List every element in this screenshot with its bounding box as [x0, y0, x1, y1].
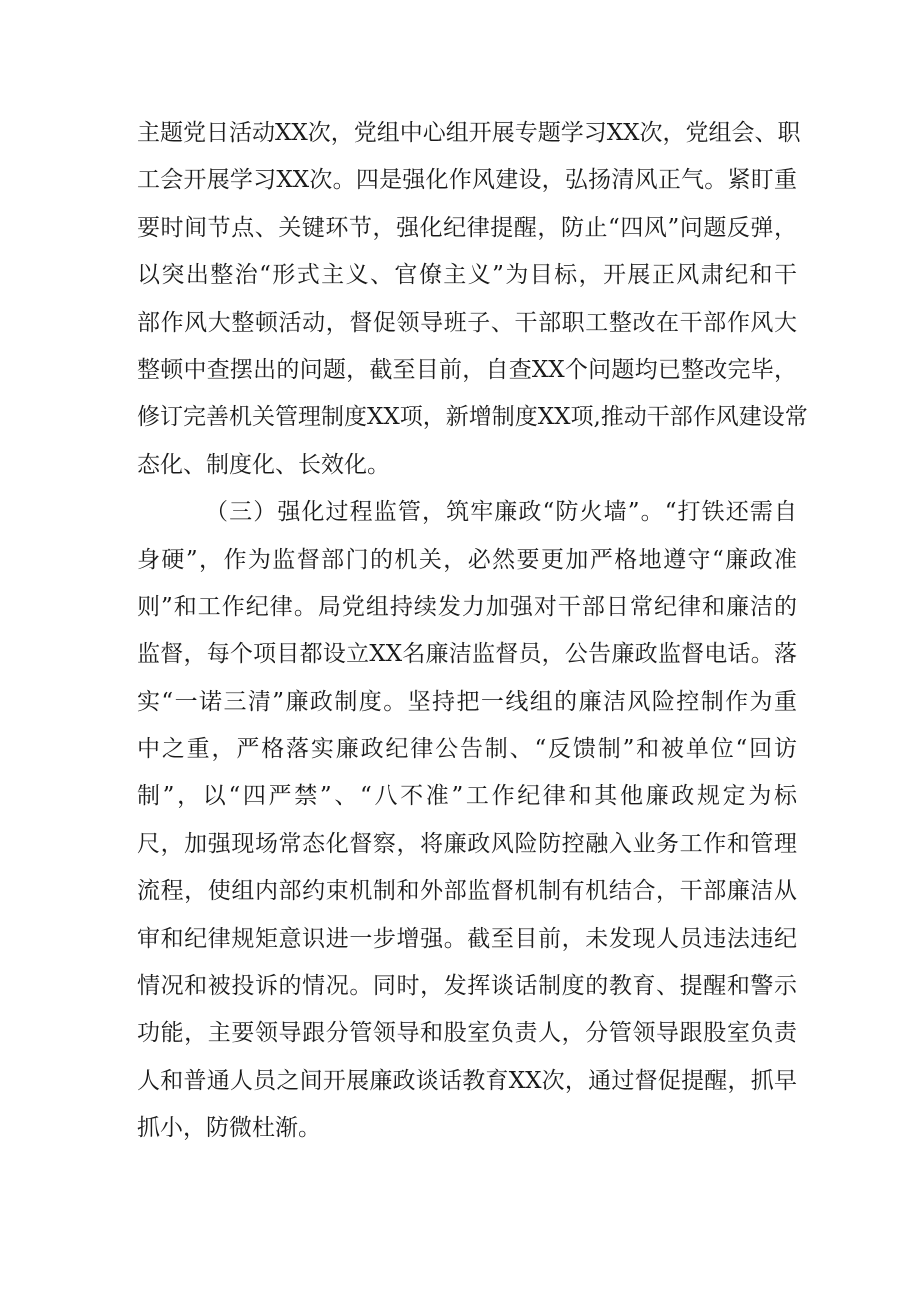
text-line: 监督，每个项目都设立XX名廉洁监督员，公告廉政监督电话。落 — [137, 641, 797, 668]
text-line: 审和纪律规矩意识进一步增强。截至目前，未发现人员违法违纪 — [137, 925, 797, 952]
text-line: 整顿中查摆出的问题，截至目前，自查XX个问题均已整改完毕， — [137, 356, 797, 383]
text-line: 主题党日活动XX次，党组中心组开展专题学习XX次，党组会、职 — [137, 120, 801, 146]
text-line: 尺，加强现场常态化督察，将廉政风险防控融入业务工作和管理 — [137, 830, 797, 857]
text-line: 修订完善机关管理制度XX项，新增制度XX项,推动干部作风建设常 — [137, 404, 808, 431]
text-line: 流程，使组内部约束机制和外部监督机制有机结合，干部廉洁从 — [137, 878, 797, 905]
text-line: 中之重，严格落实廉政纪律公告制、“反馈制”和被单位“回访 — [137, 736, 797, 763]
text-line: 态化、制度化、长效化。 — [137, 451, 390, 478]
text-line: 以突出整治“形式主义、官僚主义”为目标，开展正风肃纪和干 — [137, 262, 797, 289]
section-heading-line: （三）强化过程监管，筑牢廉政“防火墙”。“打铁还需自 — [205, 499, 797, 526]
paragraph-1 — [137, 110, 808, 489]
text-line: 工会开展学习XX次。四是强化作风建设，弘扬清风正气。紧盯重 — [137, 167, 797, 194]
text-line: 抓小，防微杜渐。 — [137, 1115, 321, 1142]
text-line: 制”，以“四严禁”、“八不准”工作纪律和其他廉政规定为标 — [137, 783, 797, 810]
text-line: 身硬”，作为监督部门的机关，必然要更加严格地遵守“廉政准 — [137, 546, 797, 573]
document-body — [137, 110, 808, 1153]
text-line: 功能，主要领导跟分管领导和股室负责人，分管领导跟股室负责 — [137, 1020, 797, 1047]
paragraph-2 — [137, 489, 797, 1152]
text-line: 实“一诺三清”廉政制度。坚持把一线组的廉洁风险控制作为重 — [137, 688, 797, 715]
text-line: 情况和被投诉的情况。同时，发挥谈话制度的教育、提醒和警示 — [137, 973, 797, 1000]
text-line: 人和普通人员之间开展廉政谈话教育XX次，通过督促提醒，抓早 — [137, 1067, 797, 1094]
text-line: 则”和工作纪律。局党组持续发力加强对干部日常纪律和廉洁的 — [137, 593, 797, 620]
text-line: 要时间节点、关键环节，强化纪律提醒，防止“四风”问题反弹， — [137, 214, 797, 241]
text-line: 部作风大整顿活动，督促领导班子、干部职工整改在干部作风大 — [137, 309, 797, 336]
